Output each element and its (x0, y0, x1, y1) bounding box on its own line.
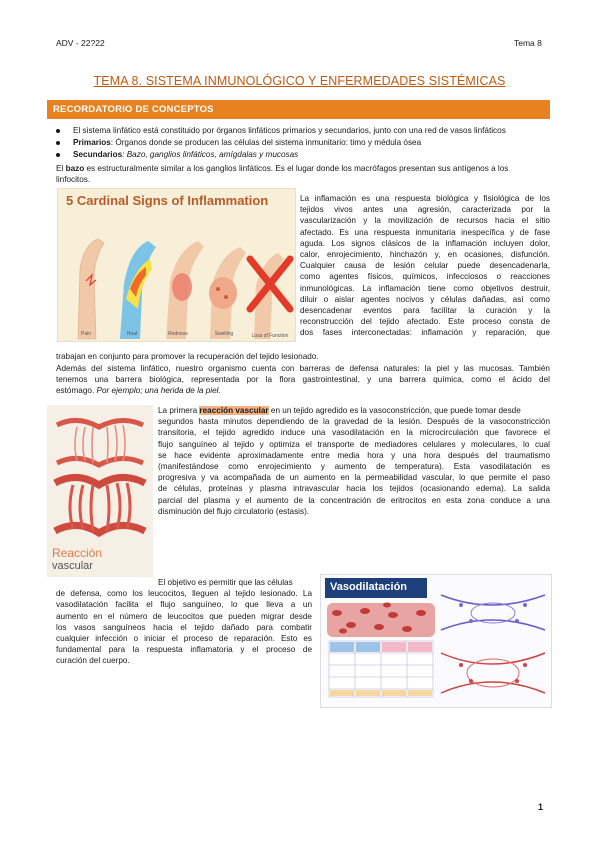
inflammation-paragraph (300, 193, 550, 339)
image-label: Redness (168, 331, 188, 337)
vascular-image-label: vascular (52, 560, 93, 572)
vascular-paragraph (158, 405, 550, 517)
text-line: cualquier infección o iniciar el proceso de reparación. Esto es (56, 634, 312, 644)
image-label: Swelling (214, 331, 234, 337)
image-label: Loss of Function (251, 333, 289, 339)
text-line: tenemos una barrera biológica, representada por la flora gastrointestinal, y una barrera química, como el ácido del (56, 375, 550, 385)
text-line: calor, enrojecimiento, hinchazón y, en ocasiones, disfunción. (300, 250, 550, 260)
section-band (47, 100, 550, 119)
text-line: vascularización y la movilización de recursos hacia el sitio (300, 216, 550, 226)
doc-header-left: ADV - 22?22 (56, 38, 105, 48)
text-span: El (56, 164, 66, 173)
text-line: de defensa, como los leucocitos, lleguen al tejido lesionado. La (56, 589, 312, 599)
text-line: aguda. Los signos clásicos de la inflamación incluyen dolor, (300, 238, 550, 248)
bullet-text: : Bazo, ganglios linfáticos, amígdalas y mucosas (122, 150, 299, 159)
page-number: 1 (538, 802, 544, 812)
text-line: fundamental para la respuesta inflamatoria y el proceso de (56, 645, 312, 655)
bullet-item (56, 149, 556, 161)
text-line: (manifestándose como enrojecimiento y aumento de temperatura). Esta vasodilatación es (158, 462, 550, 472)
bullet-label: Secundarios (73, 150, 123, 159)
bullet-dot (56, 129, 60, 133)
text-line: aumento en el número de leucocitos que pueden migrar desde (56, 611, 312, 621)
bazo-label: bazo (65, 164, 85, 173)
vasodilation-illustration (321, 575, 551, 707)
text-line: disminución del flujo circulatorio (estasis). (158, 506, 310, 516)
highlighted-term: reacción vascular (199, 406, 269, 415)
vasodilation-image-title: Vasodilatación (325, 578, 427, 598)
page-title: TEMA 8. SISTEMA INMUNOLÓGICO Y ENFERMEDADES SISTÉMICAS (93, 74, 506, 88)
vascular-image-label: Reacción (52, 546, 103, 560)
inflammation-tail: trabajan en conjunto para promover la recuperación del tejido lesionado. (56, 352, 319, 361)
text-line: inmunológicas. La inflamación tiene como objetivos destruir, (300, 283, 550, 293)
inflammation-image-title: 5 Cardinal Signs of Inflammation (66, 193, 269, 208)
example-text: Por ejemplo; una herida de la piel. (96, 386, 221, 396)
bazo-paragraph (56, 163, 556, 185)
text-line: flujo sanguíneo al tejido y optimiza el transporte de mediadores celulares y moleculares, lo cual (158, 439, 550, 449)
doc-header-right: Tema 8 (514, 38, 542, 48)
objective-paragraph (56, 577, 312, 667)
text-line: los vasos sanguíneos hacia el tejido dañado para combatir (56, 622, 312, 632)
bullet-item (56, 137, 556, 149)
text-line: vasodilatación facilita el flujo sanguíneo, lo que lleva a un (56, 600, 312, 610)
bullet-label: Primarios (73, 138, 111, 147)
barriers-paragraph (56, 363, 550, 397)
text-span: linfocitos. (56, 175, 91, 185)
inflammation-illustration (58, 189, 295, 341)
image-label: Heat (126, 331, 138, 337)
bullet-text: El sistema linfático está constituido por órganos linfáticos primarios y secundarios, junto con una red de vasos linfáticos (73, 126, 506, 135)
vascular-reaction-image (47, 405, 153, 577)
text-line: El objetivo es permitir que las células (158, 578, 293, 587)
vasodilation-image (320, 574, 552, 708)
text-line: Además del sistema linfático, nuestro organismo cuenta con barreras de defensa naturales: la piel y las mucosas. También (56, 364, 550, 373)
text-line: desencadenar eventos para facilitar la curación y la (300, 306, 550, 316)
bullet-item (56, 125, 556, 137)
text-line: transitoria, el tejido agredido induce una vasodilatación en la microcirculación que favorece el (158, 428, 550, 438)
text-line: progresiva y va acompañada de un aumento en la permeabilidad vascular, lo que permite el paso (158, 473, 550, 483)
text-line: Cualquier causa de lesión celular puede desencadenarla, (300, 261, 550, 271)
text-span: La primera (158, 406, 200, 415)
text-span: es estructuralmente similar a los ganglios linfáticos. Es el lugar donde los macrófagos presentan sus antígenos a los (84, 164, 509, 173)
text-line: tejidos vivos antes una agresión, caracterizada por la (300, 205, 550, 215)
text-line: se hace evidente aproximadamente entre media hora y una hora después del traumatismo (158, 450, 550, 460)
section-heading: RECORDATORIO DE CONCEPTOS (53, 104, 214, 115)
text-line: parcial del plasma y el aumento de la concentración de eritrocitos en esta zona conduce a una (158, 495, 550, 505)
image-label: Pain (80, 331, 91, 337)
text-line (158, 405, 550, 416)
text-span: estómago. (56, 386, 97, 396)
text-line: curación del cuerpo. (56, 656, 130, 666)
text-line: dos fases interconectadas: inflamación y reparación, que (300, 328, 550, 338)
bullet-dot (56, 141, 60, 145)
text-line: segundos hasta minutos dependiendo de la gravedad de la lesión. Después de la vasoconstricción (158, 417, 550, 427)
text-line: reconstrucción del tejido afectado. Este proceso consta de (300, 317, 550, 327)
text-line: de células, proteínas y plasma intravascular hacia los tejidos (ocasionando edema). La salida (158, 484, 550, 494)
bullet-dot (56, 153, 60, 157)
text-line: diluir o aislar agentes nocivos y células dañadas, así como (300, 294, 550, 304)
text-line: afectado. Es una respuesta inmunitaria inespecífica y de fase (300, 227, 550, 237)
text-line: La inflamación es una respuesta biológica y fisiológica de los (300, 194, 550, 203)
bullet-text: : Órganos donde se producen las células del sistema inmunitario: timo y médula ósea (110, 138, 422, 147)
text-span: en un tejido agredido es la vasoconstricción, que puede tomar desde (268, 406, 521, 415)
text-line: como agentes físicos, químicos, infecciosos o reacciones (300, 272, 550, 282)
inflammation-image (57, 188, 296, 342)
text-line (56, 385, 550, 396)
